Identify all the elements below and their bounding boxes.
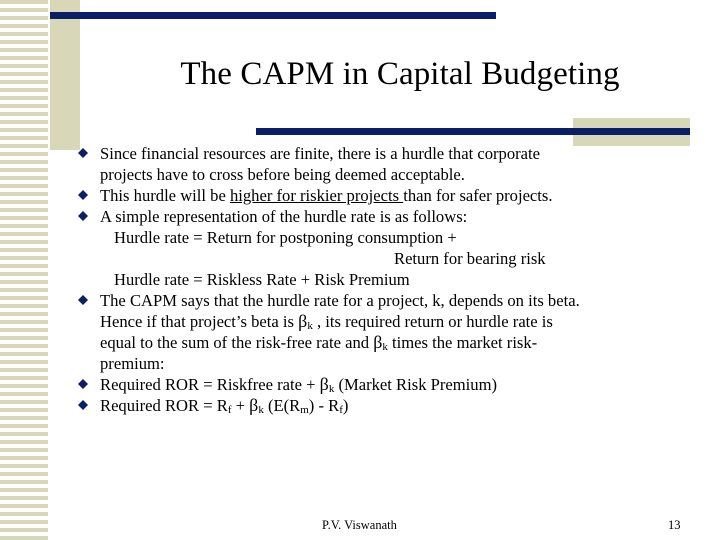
footer-author: P.V. Viswanath [322, 518, 397, 532]
page-number: 13 [668, 518, 681, 532]
beta-symbol: β [373, 332, 383, 352]
bullet-item [78, 206, 698, 290]
subscript-k: k [382, 341, 388, 353]
subscript-k: k [328, 383, 335, 395]
bullet-item [78, 143, 698, 185]
slide-title: The CAPM in Capital Budgeting [180, 56, 620, 92]
text-fragment: ) [342, 396, 349, 415]
subscript-k: k [307, 320, 313, 332]
decorative-top-block [50, 0, 80, 150]
diamond-bullet-icon [78, 295, 88, 305]
bullet-item [78, 185, 698, 206]
bullet-text [100, 332, 698, 353]
text-fragment: Required ROR = Riskfree rate + [100, 375, 320, 394]
beta-symbol: β [249, 395, 259, 415]
decorative-stripe-bar [0, 0, 48, 540]
text-fragment: Hence if that project’s beta is [100, 312, 299, 331]
decorative-title-rule [256, 128, 690, 135]
text-fragment: + [231, 396, 250, 415]
bullet-text: premium: [100, 354, 165, 373]
text-fragment: ) - R [308, 396, 340, 415]
subscript-m: m [300, 404, 309, 416]
diamond-bullet-icon [78, 400, 88, 410]
text-fragment: times the market risk- [387, 333, 538, 352]
bullet-item [78, 395, 698, 416]
bullet-text [100, 395, 698, 416]
slide-body [78, 143, 698, 416]
beta-symbol: β [319, 374, 329, 394]
bullet-text: The CAPM says that the hurdle rate for a project, k, depends on its beta. [100, 291, 580, 310]
beta-symbol: β [298, 311, 308, 331]
bullet-item [78, 290, 698, 374]
diamond-bullet-icon [78, 379, 88, 389]
subscript-f: f [339, 404, 343, 416]
bullet-text [100, 185, 698, 206]
text-fragment: (Market Risk Premium) [334, 375, 498, 394]
diamond-bullet-icon [78, 190, 88, 200]
bullet-item [78, 374, 698, 395]
bullet-text [100, 374, 698, 395]
formula-line: Hurdle rate = Riskless Rate + Risk Premium [114, 270, 410, 289]
text-fragment: , its required return or hurdle rate is [312, 312, 553, 331]
subscript-k: k [258, 404, 264, 416]
diamond-bullet-icon [78, 211, 88, 221]
subscript-f: f [227, 404, 232, 416]
text-fragment: equal to the sum of the risk-free rate and [100, 333, 374, 352]
bullet-text: projects have to cross before being deemed acceptable. [100, 165, 465, 184]
decorative-top-rule [50, 12, 496, 19]
bullet-text: A simple representation of the hurdle rate is as follows: [100, 207, 468, 226]
formula-line: Hurdle rate = Return for postponing consumption + [114, 228, 457, 247]
bullet-text [100, 311, 698, 332]
text-fragment: Required ROR = R [100, 396, 228, 415]
bullet-text: Since financial resources are finite, there is a hurdle that corporate [100, 144, 540, 163]
underlined-phrase: higher for riskier projects [229, 186, 404, 205]
text-fragment: than for safer projects. [403, 186, 553, 205]
formula-line: Return for bearing risk [394, 249, 546, 268]
text-fragment: This hurdle will be [100, 186, 230, 205]
text-fragment: (E(R [263, 396, 301, 415]
diamond-bullet-icon [78, 148, 88, 158]
